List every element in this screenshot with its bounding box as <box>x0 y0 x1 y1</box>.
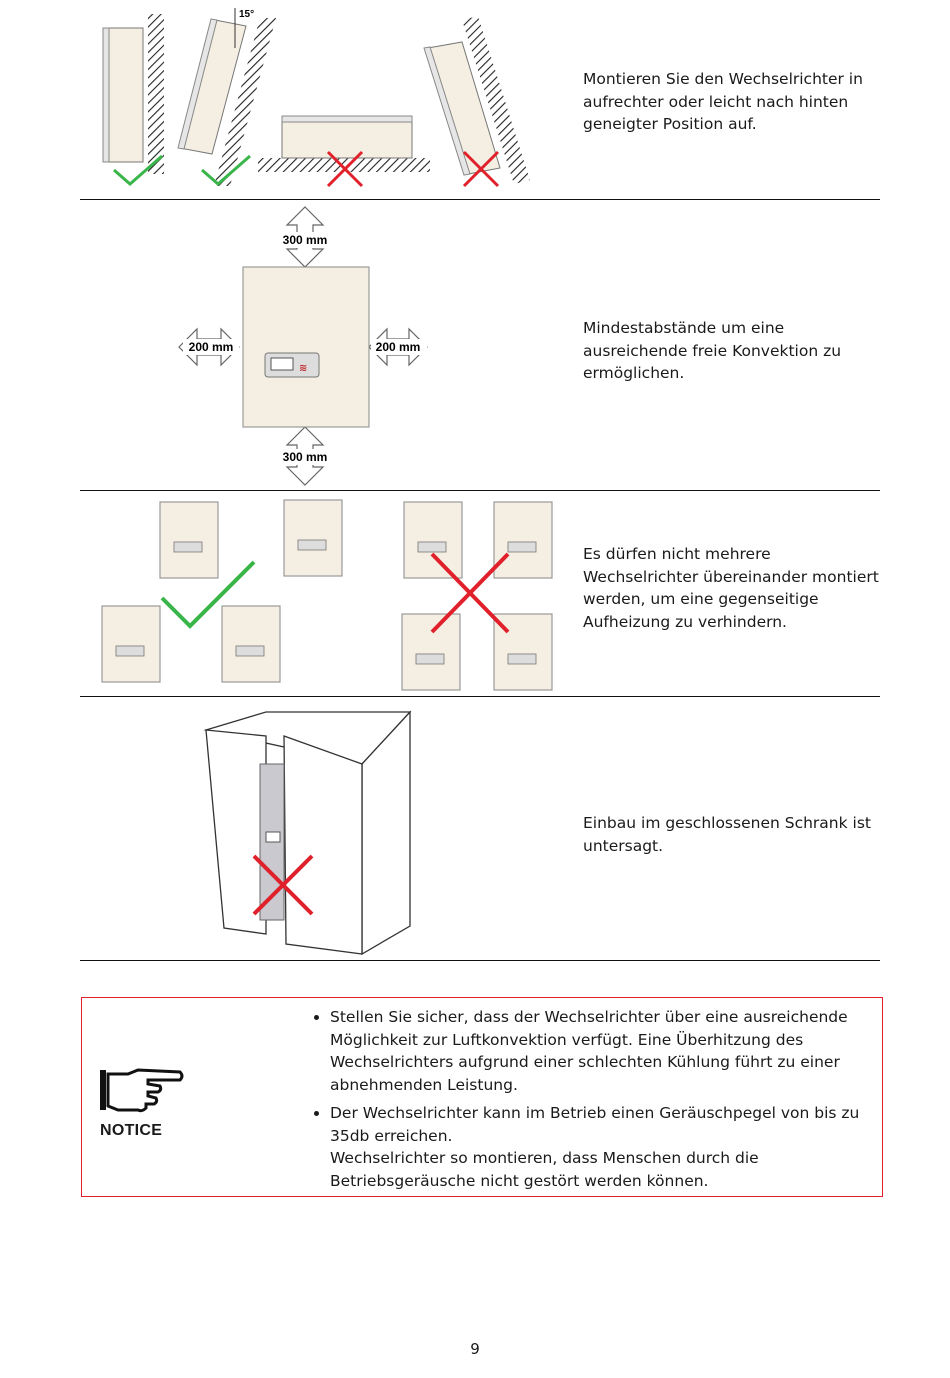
top-clearance-label: 300 mm <box>282 233 328 247</box>
cross-icon <box>432 554 508 632</box>
divider <box>80 696 880 697</box>
page-number: 9 <box>470 1340 480 1358</box>
divider <box>80 490 880 491</box>
angle-label: 15° <box>239 9 255 20</box>
bottom-clearance-label: 300 mm <box>282 450 328 464</box>
mounting-orientation-figure <box>90 8 540 193</box>
svg-text:≋: ≋ <box>299 363 308 374</box>
notice-label: NOTICE <box>100 1122 163 1139</box>
notice-item: • Der Wechselrichter kann im Betrieb einen Geräuschpegel von bis zu 35db erreichen. Wechselrichter so montieren, dass Menschen durch die Betriebsgeräusche nicht gestört werden können. <box>330 1102 890 1192</box>
section-stacking-text: Es dürfen nicht mehrere Wechselrichter übereinander montiert werden, um eine gegenseitige Aufheizung zu verhindern. <box>583 545 879 631</box>
vertical-mount-ok <box>103 14 164 184</box>
right-clearance-label: 200 mm <box>375 340 421 354</box>
divider <box>80 960 880 961</box>
left-clearance-label: 200 mm <box>188 340 234 354</box>
stacking-figure <box>98 498 558 693</box>
section-clearance-text: Mindestabstände um eine ausreichende freie Konvektion zu ermöglichen. <box>583 319 842 382</box>
notice-list <box>304 1006 890 1198</box>
notice-box <box>81 997 883 1197</box>
divider <box>80 199 880 200</box>
notice-item-continuation: Wechselrichter so montieren, dass Menschen durch die Betriebsgeräusche nicht gestört werden können. <box>330 1149 759 1190</box>
section-cabinet-text: Einbau im geschlossenen Schrank ist untersagt. <box>583 814 871 855</box>
notice-item: • Stellen Sie sicher, dass der Wechselrichter über eine ausreichende Möglichkeit zur Luftkonvektion verfügt. Eine Überhitzung des Wechselrichters aufgrund einer schlechten Kühlung führt zu einer abnehmenden Leistung. <box>330 1006 890 1096</box>
clearance-figure <box>175 205 435 487</box>
pointing-hand-icon <box>98 1066 184 1114</box>
inverter-unit <box>243 267 369 427</box>
forward-tilt-wrong <box>424 16 530 186</box>
section-orientation-text: Montieren Sie den Wechselrichter in aufrechter oder leicht nach hinten geneigter Position auf. <box>583 70 863 133</box>
flat-mount-wrong <box>258 116 430 186</box>
cabinet-figure <box>200 708 415 958</box>
